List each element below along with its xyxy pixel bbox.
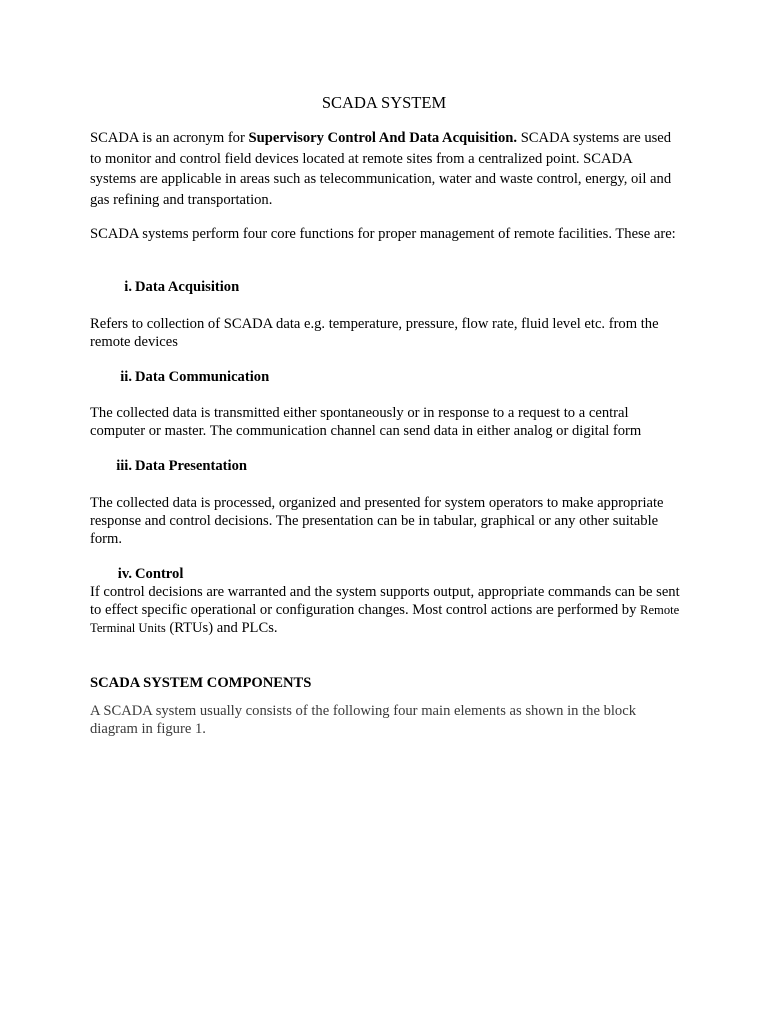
intro-paragraph	[90, 128, 680, 211]
list-numeral: i.	[124, 279, 132, 295]
list-label: Control	[135, 566, 184, 582]
function-heading-control	[90, 565, 680, 583]
control-text-start: If control decisions are warranted and the system supports output, appropriate commands can be sent to effect specific operational or configuration changes. Most control actions are performed by	[90, 584, 680, 618]
intro-acronym-expansion: Supervisory Control And Data Acquisition.	[248, 130, 518, 146]
list-numeral: iv.	[117, 566, 132, 582]
functions-intro-paragraph: SCADA systems perform four core functions for proper management of remote facilities. These are:	[90, 226, 676, 242]
function-description-control	[90, 583, 680, 637]
intro-text-start: SCADA is an acronym for	[90, 130, 249, 146]
components-heading: SCADA SYSTEM COMPONENTS	[90, 675, 312, 691]
function-description-data-communication: The collected data is transmitted either spontaneously or in response to a request to a central computer or master. The communication channel can send data in either analog or digital form	[90, 405, 642, 439]
rtu-term: Remote Terminal Units	[90, 603, 680, 635]
intro-text-end: SCADA systems are used to monitor and control field devices located at remote sites from a centralized point. SCADA systems are applicable in areas such as telecommunication, water and waste control, energy, oil and gas refining and transportation.	[90, 130, 672, 209]
function-description-data-acquisition: Refers to collection of SCADA data e.g. temperature, pressure, flow rate, fluid level etc. from the remote devices	[90, 316, 659, 350]
function-description-data-presentation: The collected data is processed, organized and presented for system operators to make appropriate response and control decisions. The presentation can be in tabular, graphical or any other suitable form.	[90, 495, 664, 547]
list-label: Data Presentation	[135, 458, 248, 474]
list-numeral: iii.	[116, 458, 132, 474]
list-label: Data Acquisition	[135, 279, 240, 295]
control-text-end: (RTUs) and PLCs.	[165, 620, 278, 636]
list-numeral: ii.	[120, 369, 132, 385]
function-heading-data-acquisition	[90, 278, 680, 296]
function-heading-data-presentation	[90, 457, 680, 475]
list-label: Data Communication	[135, 369, 270, 385]
page-title: SCADA SYSTEM	[321, 93, 447, 112]
function-heading-data-communication	[90, 368, 680, 386]
components-intro-paragraph: A SCADA system usually consists of the following four main elements as shown in the block diagram in figure 1.	[90, 703, 637, 737]
